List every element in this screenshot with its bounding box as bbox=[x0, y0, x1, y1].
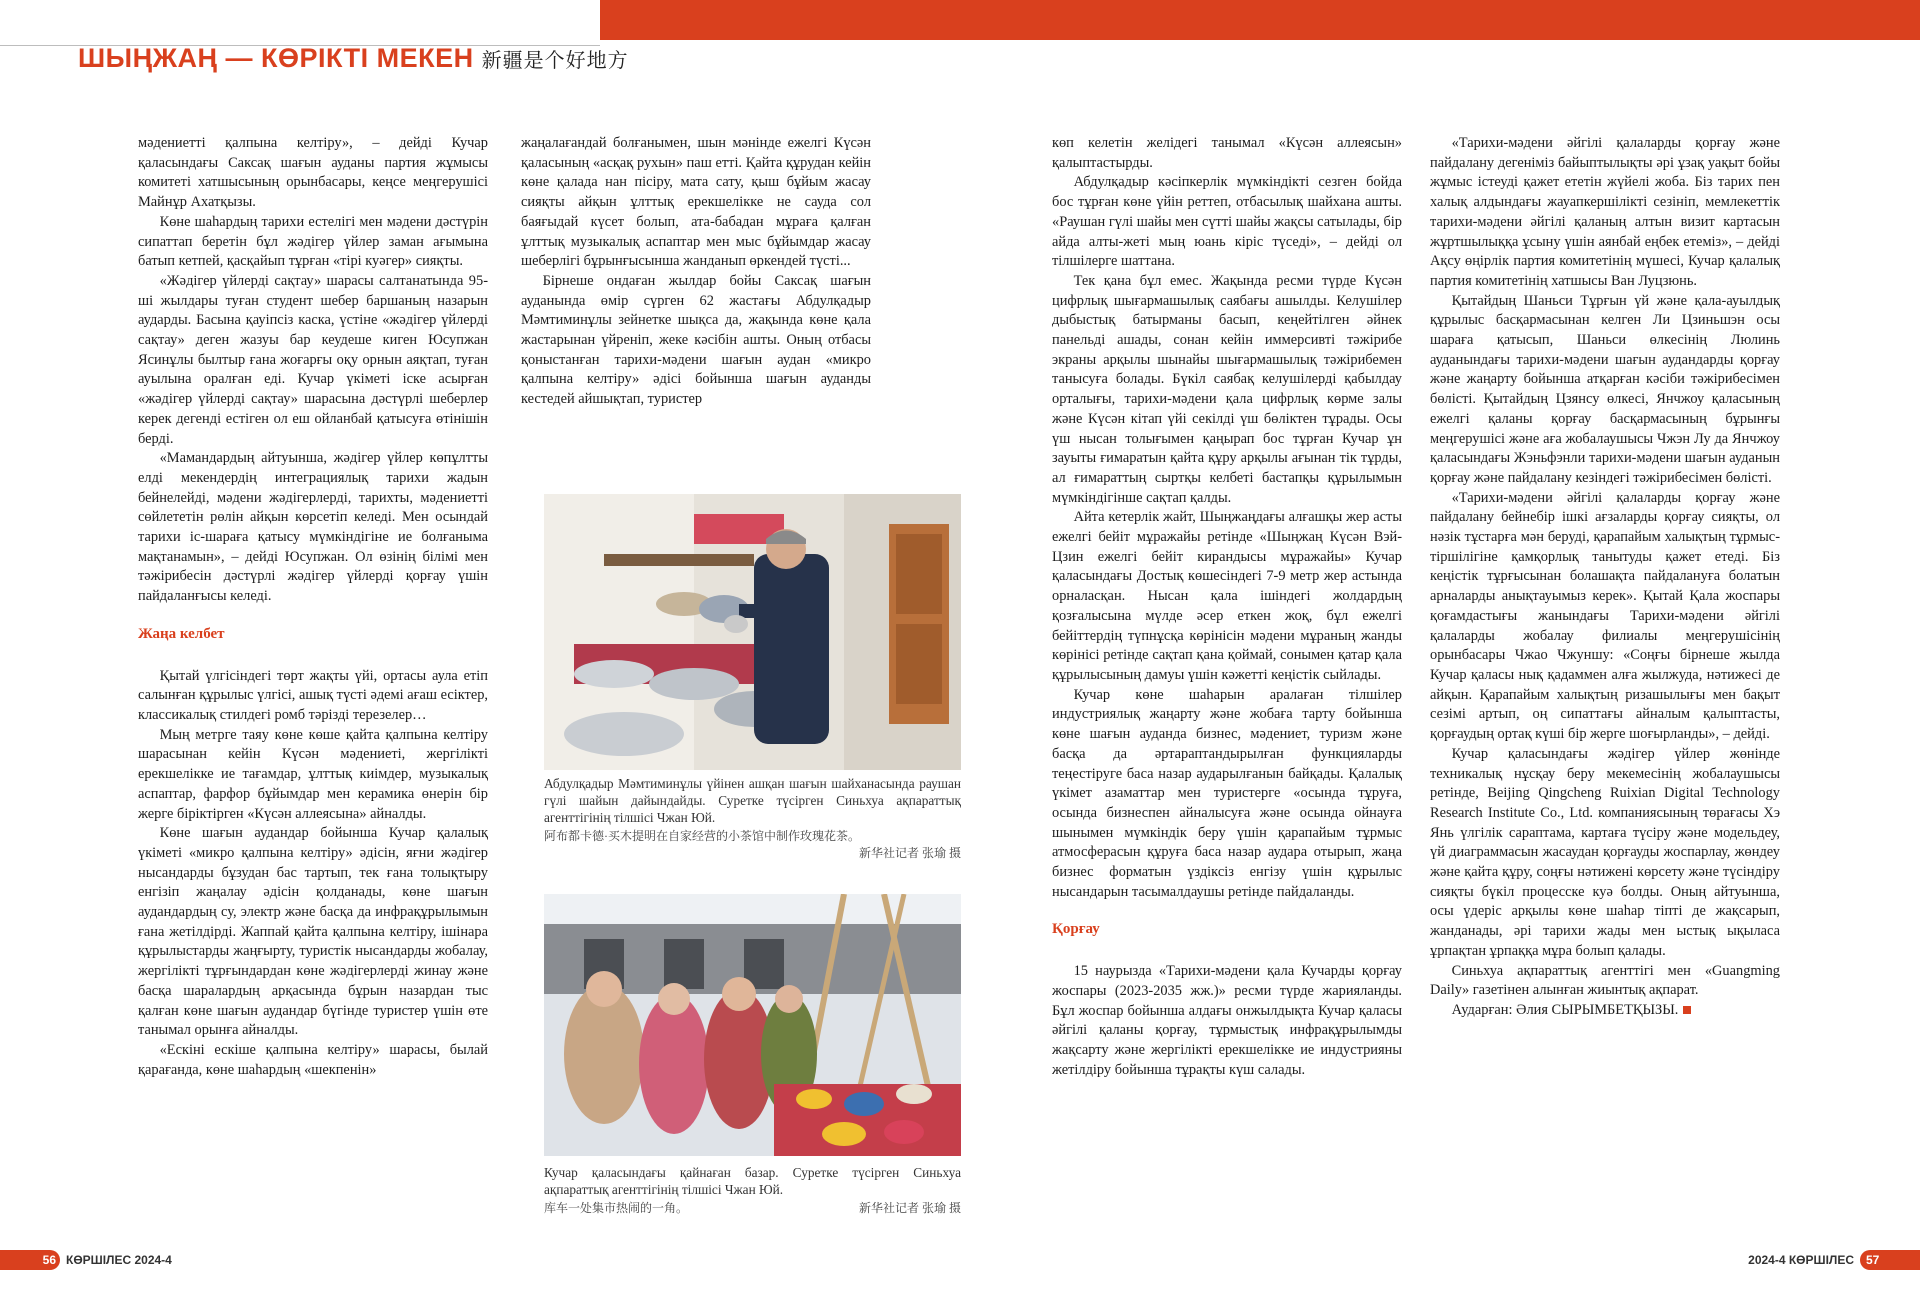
footer-right-text: 2024-4 КӨРШІЛЕС bbox=[1748, 1253, 1854, 1267]
paragraph: Кучар көне шаһарын аралаған тілшілер индустриялық жаңарту және жобаға тарту бойынша көне шағын ауданда бизнес, мәдениет, туризм және басқа да әртараптандырылған функцияларды теңестіруге баса назар аударылғанын байқады. Қалалық үкімет азаматтар мен туристерге «осында тұруға, осында бизнеспен айналысуға және осында ойнауға шынымен мүмкіндік беру үшін қарапайым тұрмыс атмосферасын құруға баса назар аудара отырып, жаңа бизнес форматын үздіксіз енгізу үшін құрылыс нысандарын тасымалдаушы ретінде пайдаланды. bbox=[1052, 686, 1402, 900]
end-mark bbox=[1683, 1006, 1691, 1014]
paragraph: Қытайдың Шаньси Тұрғын үй және қала-ауылдық құрылыс басқармасынан келген Ли Цзиньшэн осы шараға қатысып, Шаньси өлкесінің Люлинь ауданындағы тарихи-мәдени шағын аудандарды қорғау және жаңарту бойынша атқарған кәсіби тәжірибесімен бөлісті. Қытайдың Цзянсу өлкесі, Янчжоу қаласының ежелгі қаланы қорғау басқармасының бұрынғы меңгерушісі және аға жобалаушысы Чжэн Лу да Янчжоу қаласындағы Жэньфэнли тарихи-мәдени шағын ауданын қорғау және пайдалану кезіндегі тәжірибесімен бөлісті. bbox=[1430, 292, 1780, 486]
photo-teahouse bbox=[544, 494, 961, 770]
footer-right bbox=[1748, 1250, 1920, 1270]
photo-teahouse-caption bbox=[544, 775, 961, 862]
subheading-new-look: Жаңа келбет bbox=[138, 625, 225, 642]
header-accent-bar bbox=[600, 0, 1920, 40]
article-column-3 bbox=[1052, 134, 1402, 1080]
section-title-zh: 新疆是个好地方 bbox=[481, 50, 629, 72]
paragraph: Синьхуа ақпараттық агенттігі мен «Guangming Daily» газетінен алынған жиынтық ақпарат. bbox=[1430, 962, 1780, 999]
paragraph: мәдениетті қалпына келтіру», – дейді Кучар қаласындағы Саксақ шағын ауданы партия жұмысы комитеті хатшысының орынбасары, кеңсе меңгерушісі Майнұр Ахатқызы. bbox=[138, 135, 488, 211]
photo-credit: 新华社记者 张瑜 摄 bbox=[858, 846, 961, 860]
caption-zh-row bbox=[544, 1198, 961, 1217]
paragraph: көп келетін желідегі танымал «Күсән аллеясын» қалыптастырды. bbox=[1052, 135, 1402, 171]
paragraph: «Жәдігер үйлерді сақтау» шарасы салтанатында 95-ші жылдары туған студент шебер баршаның назарын аударды. Басына қауіпсіз каска, үстіне «жәдігер үйлерді сақтау» деген жазуы бар кеудеше киген Юсупжан Ясинұлы былтыр ғана жоғарғы оқу орнын аяқтап, туған ауылына оралған еді. Кучар үкіметі іске асырған «жәдігер үйлерді сақтау» шарасына дәстүрлі шеберлер керек дегенді естіген ол еш ойланбай қатысуға өтінішін берді. bbox=[138, 272, 488, 447]
paragraph: Көне шаһардың тарихи естелігі мен мәдени дәстүрін сипаттап беретін бұл жәдігер үйлер заман ағымына батып кетпей, қасқайып тұрған «тірі куәгер» сияқты. bbox=[138, 213, 488, 270]
page-number-left: 56 bbox=[0, 1250, 60, 1270]
page-number-right: 57 bbox=[1860, 1250, 1920, 1270]
caption-text-zh: 阿布都卡德·买木提明在自家经营的小茶馆中制作玫瑰花茶。 bbox=[544, 829, 860, 843]
caption-text-zh: 库车一处集市热闹的一角。 bbox=[544, 1201, 689, 1215]
paragraph: Абдулқадыр кәсіпкерлік мүмкіндікті сезген бойда бос тұрған көне үйін реттеп, отбасылық шайхана ашты. «Раушан гүлі шайы мен сүтті шайы жақсы сатылады, бір айда алты-жеті мың юань кіріс түседі», – дейді ол тілшілерге шаттана. bbox=[1052, 174, 1402, 270]
subheading-protection: Қорғау bbox=[1052, 921, 1100, 938]
paragraph: Кучар қаласындағы жәдігер үйлер жөнінде техникалық нұсқау беру мекемесінің жобалаушысы ретінде, Beijing Qingcheng Ruixian Digital Technology Research Institute Co., Ltd. компаниясының төрағасы Хэ Янь үлгілік сараптама, картаға түсіру және модельдеу, үй диаграммасын жасаудан қорғауды жоспарлау, жөндеу және қайта құру, соңғы нәтижені көрсету және түсіндіру сияқты бүкіл процесске куә болды. Оның айтуынша, осы үдеріс арқылы көне шаһар тіпті де жақсарып, жанданады, әрі тарихи жады мен ыстық ықыласа ұрпақтан ұрпаққа мұра болып қалады. bbox=[1430, 745, 1780, 959]
paragraph: «Тарихи-мәдени әйгілі қалаларды қорғау және пайдалану бейнебір ішкі ағзаларды қорғау сияқты, ол нәзік тұстарға мән беруді, қарапайым халықтың тұрмыс-тіршілігіне қамқорлық танытуды қажет етеді. Біз кеңістік тұрғысынан болашақта пайдалануға болатын арналарды анықтауымыз керек». Қытай Қала жоспары қоғамдастығы жанындағы Тарихи-мәдени әйгілі қалаларды жобалау филиалы меңгерушісінің орынбасары Чжао Чжуншу: «Соңғы бірнеше жылда Кучар қаласы нық қадаммен алға жылжуда, нәтижесі де айқын. Қарапайым халықтың ризашылығы мен бақыт сезімі артып, оң сипаттағы айналым қалыптасты, қорғаудың ортақ күші бір жерге шоғырланды», – дейді. bbox=[1430, 489, 1780, 743]
paragraph: Бірнеше ондаған жылдар бойы Саксақ шағын ауданында өмір сүрген 62 жастағы Абдулқадыр Мәмтиминұлы зейнетке шықса да, жақында көне қала жастарынан үйреніп, жеке кәсібін ашты. Оның отбасы қоныстанған тарихи-мәдени шағын аудан «микро қалпына келтіру» әдісі бойынша шағын ауданды кестедей айшықтап, туристер bbox=[521, 272, 871, 408]
paragraph: «Ескіні ескіше қалпына келтіру» шарасы, былай қарағанда, көне шаһардың «шекпенін» bbox=[138, 1041, 488, 1078]
section-title bbox=[78, 43, 629, 74]
article-column-2 bbox=[521, 134, 871, 410]
article-column-1 bbox=[138, 134, 488, 1080]
translator-line bbox=[1430, 1001, 1780, 1021]
photo-bazaar bbox=[544, 894, 961, 1156]
paragraph: Мың метрге таяу көне көше қайта қалпына келтіру шарасынан кейін Күсән мәдениеті, жергілікті ерекшелікке ие тағамдар, ұлттық киімдер, музыкалық аспаптар, фарфор бұйымдар мен керамика өнерін бір жерге біріктірген «Күсән аллеясына» айналды. bbox=[138, 726, 488, 822]
paragraph: Тек қана бұл емес. Жақында ресми түрде Күсән цифрлық шығармашылық саябағы ашылды. Келушілер дыбыстық батырманы басып, кеңейтілген әйнек панельді ашады, сонан кейін иммерсивті тәжірибе экраны арқылы шынайы шығармашылық тәжірибемен танысуға болады. Бүкіл саябақ келушілерді қабылдау орталығы, тарихи-мәдени қала цифрлық көрме залы және Күсән кітап үйі секілді үш бөліктен тұрады. Осы үш нысан толығымен қаңырап бос тұрған Кучар ұн зауыты ғимаратын қайта құру арқылы ағынан тік тұрды, ал ғимараттың сыртқы келбеті бастапқы құрылымын мүмкіндігінше сақтап қалды. bbox=[1052, 272, 1402, 506]
translator-text: Аударған: Әлия СЫРЫМБЕТҚЫЗЫ. bbox=[1451, 1001, 1679, 1018]
footer-left-text: КӨРШІЛЕС 2024-4 bbox=[66, 1253, 172, 1267]
paragraph: Қытай үлгісіндегі төрт жақты үйі, ортасы аула етіп салынған құрылыс үлгісі, ашық түсті әдемі ағаш есіктер, классикалық стилдегі ромб тәрізді терезелер… bbox=[138, 667, 488, 723]
photo-bazaar-caption bbox=[544, 1164, 961, 1217]
paragraph: «Мамандардың айтуынша, жәдігер үйлер көпұлтты елді мекендердің интеграциялық тарихи жадын бейнелейді, мәдени жәдігерлерді, тарихты, мәдениетті сөйлететін рөлін айқын көрсетіп келеді. Мен осындай тарихи іс-шараға қатысу мүмкіндігіне ие болғаныма мақтанамын», – дейді Юсупжан. Ол өзінің білімі мен тәжірибесін дәстүрлі жәдігер үйлерді қорғау үшін пайдаланғысы келеді. bbox=[138, 450, 488, 605]
paragraph: жаңалағандай болғанымен, шын мәнінде ежелгі Күсән қаласының «асқақ рухын» паш етті. Қайта құрудан кейін көне қалада нан пісіру, мата сату, қыш бұйым жасау сияқты айқын ұлттық ерекшелікке не сауда сол баяғыдай күсет болып, ата-бабадан мұраға қалған ұлттық музыкалық аспаптар мен мыс бұйымдар жасау шеберлігі бұрынғысынша жанданып өркендей түсті... bbox=[521, 135, 871, 270]
caption-text: Абдулқадыр Мәмтиминұлы үйінен ашқан шағын шайханасында раушан гүлі шайын дайындайды. Суретке түсірген Синьхуа ақпараттық агенттігінің тілшісі Чжан Юй. bbox=[544, 776, 961, 825]
section-title-kk: ШЫҢЖАҢ — КӨРІКТІ МЕКЕН bbox=[78, 43, 474, 73]
footer-left bbox=[0, 1250, 172, 1270]
article-column-4 bbox=[1430, 134, 1780, 1021]
paragraph: Көне шағын аудандар бойынша Кучар қалалық үкіметі «микро қалпына келтіру» әдісін, яғни жәдігер нысандарды бұзудан бас тартып, тек ғана толықтыру енгізіп жаңалау әдісін қолданады, көне шағын аудандардың су, электр және басқа да инфрақұрылымын ғана жетілдірді. Жаппай қайта қалпына келтіру, ішінара құрылыстарды жаңғырту, туристік нысандарды жобалау, жергілікті тұрғындардан көне жәдігерлерді жинау және басқа шаралардың арқасында бұрын назардан тыс қалған көне шағын аудандар бүгінде туристер үшін өте танымал орынға айналды. bbox=[138, 825, 488, 1039]
paragraph: Айта кетерлік жайт, Шыңжаңдағы алғашқы жер асты ежелгі бейіт мұражайы ретінде «Шыңжаң Күсән Вэй-Цзин ежелгі бейіт кирандысы мұражайы» Кучар қаласындағы Достық көшесіндегі 7-9 метр жер астында орналасқан. Нысан қала ішіндегі жолдардың қозғалысына мүлде әсер еткен жоқ, бұл ежелгі бейіттердің түпнұсқа көрінісін мәдени мұраның жанды көрінісі ретінде сақтап қана қоймай, сонымен қатар қала құрылысының дамуы үшін кәжетті кеңістік сыйлады. bbox=[1052, 509, 1402, 683]
caption-text: Кучар қаласындағы қайнаған базар. Суретке түсірген Синьхуа ақпараттық агенттігінің тілшісі Чжан Юй. bbox=[544, 1165, 961, 1197]
photo-credit: 新华社记者 张瑜 摄 bbox=[858, 1201, 961, 1215]
paragraph: 15 наурызда «Тарихи-мәдени қала Кучарды қорғау жоспары (2023-2035 жж.)» ресми түрде жарияланды. Бұл жоспар бойынша алдағы онжылдықта Кучар қаласы әйгілі қаланы қорғау, тұрмыстық инфрақұрылымды жақсарту және жергілікті ерекшелікке ие индустрияны жетілдіру бойынша тұрақты күш салады. bbox=[1052, 963, 1402, 1078]
paragraph: «Тарихи-мәдени әйгілі қалаларды қорғау және пайдалану дегеніміз байыптылықты әрі ұзақ уақыт бойы жұмыс істеуді қажет ететін жүйелі жоба. Біз тарих пен халық алдындағы жауапкершілікті сезініп, мемлекеттік тарихи-мәдени әйгілі қаланың алтын визит картасын жұртшылыққа ұсыну үшін аянбай еңбек етеміз», – дейді Ақсу өңірлік партия комитетінің мүшесі, Кучар қалалық партия комитетінің хатшысы Ван Луцзюнь. bbox=[1430, 135, 1780, 289]
